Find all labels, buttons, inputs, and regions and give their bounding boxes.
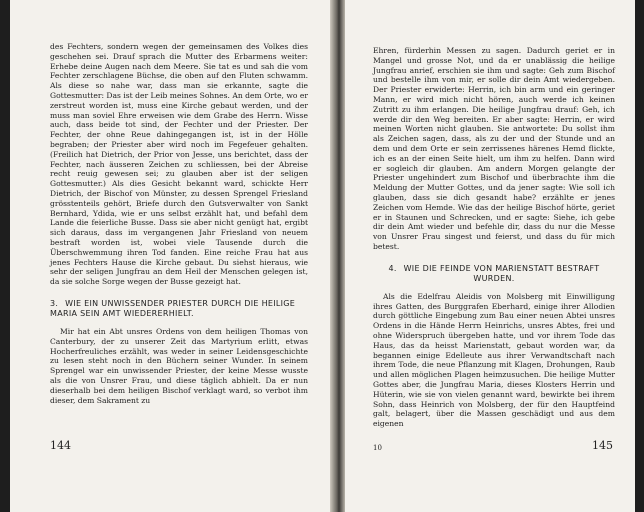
left-paragraph-1: des Fechters, sondern wegen der gemeinsamen des Volkes dies geschehen sei. Drauf sprach die Mutter des Erbarmens weiter: Erhebe deine Augen nach dem Meere. Sie tat es und sah die vom Fechter zerschlagene Büchse, die oben auf den Fluten schwamm. Als diese so nahe war, dass man sie erkannte, sagte die Gottesmutter: Das ist der Leib meines Sohnes. An dem Orte, wo er zerstreut worden ist, muss eine Kirche gebaut werden, und der muss man soviel Ehre erweisen wie dem Grabe des Herrn. Wisse auch, dass beide tot sind, der Fechter und der Priester. Der Fechter, der ohne Reue dahingegangen ist, ist in der Hölle begraben; der Priester aber wird noch im Fegefeuer gehalten. (Freilich hat Dietrich, der Prior von Jesse, uns berichtet, dass der Fechter, nach äusseren Zeichen zu schliessen, bei der Abreise recht reuig gewesen sei; zu glauben aber ist der seligen Gottesmutter.) Als dies Gesicht bekannt ward, schickte Herr Dietrich, der Bischof von Münster, zu dessen Sprengel Friesland grösstenteils gehört, Briefe durch den Gutsverwalter von Sankt Bernhard, Ydida, wie er uns selbst erzählt hat, und befahl dem Lande die feierliche Busse. Dass sie aber nicht genügt hat, ergibt sich daraus, dass im vergangenen Jahr Friesland von neuem bestraft worden ist, wobei viele Tausende durch die Überschwemmung ihren Tod fanden. Eine reiche Frau hat aus jenes Fechters Hause die Kirche gebaut. Du siehst hieraus, wie sehr der seligen Jungfrau an dem Heil der Menschen gelegen ist, da sie solche Sorge wegen der Busse gezeigt hat. — [50, 42, 308, 287]
signature-mark: 10 — [373, 444, 382, 452]
chapter-title: WIE EIN UNWISSENDER PRIESTER DURCH DIE HEILIGE MARIA SEIN AMT WIEDERERHIELT. — [50, 298, 296, 318]
right-page — [345, 0, 635, 512]
left-page — [10, 0, 330, 512]
chapter-number: 4. — [388, 263, 397, 273]
chapter-heading-4 — [373, 264, 615, 284]
right-paragraph-1: Ehren, fürderhin Messen zu sagen. Dadurch geriet er in Mangel und grosse Not, und da er unablässig die heilige Jungfrau anrief, erschien sie ihm und sagte: Geh zum Bischof und bestelle ihm von mir, er solle dir dein Amt wiedergeben. Der Priester erwiderte: Herrin, ich bin arm und ein geringer Mann, er wird mich nicht hören, auch werde ich keinen Zutritt zu ihm erlangen. Die heilige Jungfrau drauf: Geh, ich werde dir den Weg bereiten. Er aber sagte: Herrin, er wird meinen Worten nicht glauben. Sie antwortete: Du sollst ihm als Zeichen sagen, dass, als zu der und der Stunde und an dem und dem Orte er sein zerrissenes härenes Hemd flickte, ich es an der einen Seite hielt, um ihm zu helfen. Dann wird er sogleich dir glauben. Am andern Morgen gelangte der Priester ungehindert zum Bischof und überbrachte ihm die Meldung der Mutter Gottes, und da jener sagte: Wie soll ich glauben, dass sie dich gesandt habe? erzählte er jenes Zeichen vom Hemde. Wie das der heilige Bischof hörte, geriet er in Staunen und Schrecken, und er sagte: Siehe, ich gebe dir dein Amt wieder und befehle dir, dass du nur die Messe von Unsrer Frau singest und feierst, und dass du für mich betest. — [373, 46, 615, 251]
chapter-title: WIE DIE FEINDE VON MARIENSTATT BESTRAFT WURDEN. — [403, 263, 600, 283]
page-number-left: 144 — [50, 439, 71, 452]
page-number-right: 145 — [592, 439, 613, 452]
chapter-heading-3 — [50, 299, 308, 319]
left-paragraph-2: Mir hat ein Abt unsres Ordens von dem heiligen Thomas von Canterbury, der zu unserer Zeit das Martyrium erlitt, etwas Hocherfreuliches erzählt, was weder in seiner Leidensgeschichte zu lesen steht noch in den Büchern seiner Wunder. In seinem Sprengel war ein unwissender Priester, der keine Messe wusste als die von Unsrer Frau, und diese täglich abhielt. Da er nun dieserhalb bei dem heiligen Bischof verklagt ward, so verbot ihm dieser, dem Sakrament zu — [50, 326, 308, 405]
right-paragraph-2: Als die Edelfrau Aleidis von Molsberg mit Einwilligung ihres Gatten, des Burggrafen Eberhard, einige ihrer Allodien durch göttliche Eingebung zum Bau einer neuen Abtei unsres Ordens in die Hände Herrn Heinrichs, unsres Abtes, frei und ohne Widerspruch übergeben hatte, und vor ihrem Tode das Haus, das da heisst Marienstatt, gebaut worden war, da begannen einige Edelleute aus ihrer Verwandtschaft nach ihrem Tode, die neue Pflanzung mit Klagen, Drohungen, Raub und allen möglichen Plagen heimzusuchen. Die heilige Mutter Gottes aber, die Jungfrau Maria, dieses Klosters Herrin und Hüterin, wie sie von vielen genannt ward, bewirkte bei ihrem Sohn, dass Heinrich von Molsberg, der für den Hauptfeind galt, belagert, über die Massen geschädigt und aus dem eigenen — [373, 291, 615, 429]
chapter-number: 3. — [50, 298, 59, 308]
book-gutter — [330, 0, 345, 512]
